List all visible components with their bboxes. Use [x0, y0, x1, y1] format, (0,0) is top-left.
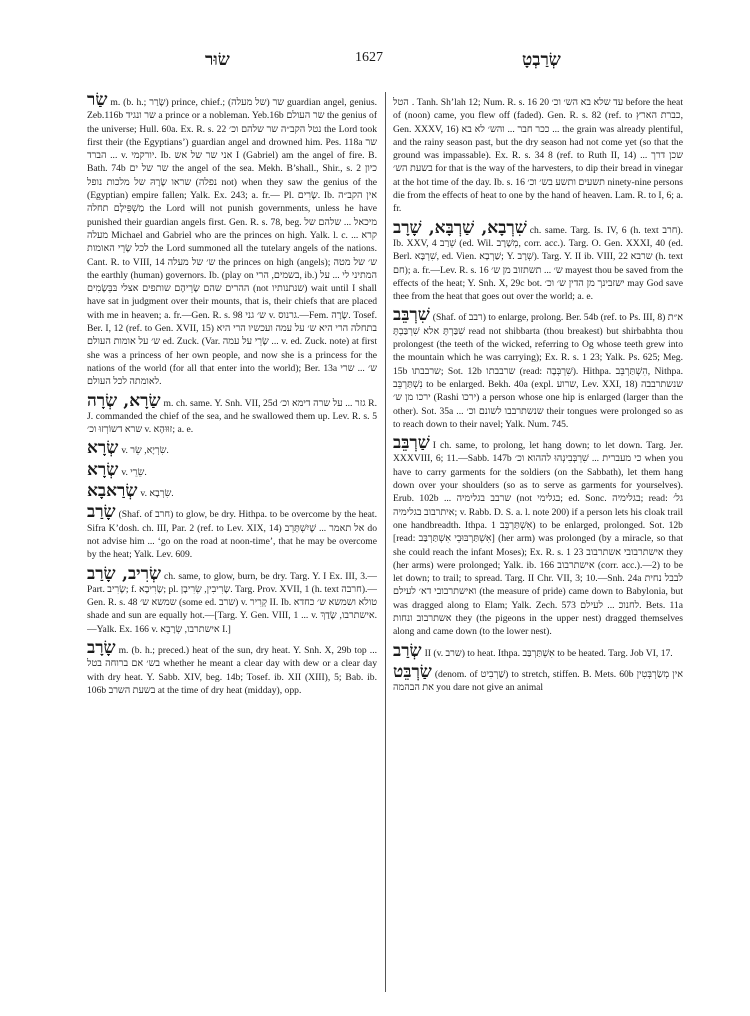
dictionary-entry: [87, 390, 377, 437]
dictionary-entry: [87, 440, 377, 457]
dictionary-entry: [87, 637, 377, 697]
right-column: [393, 92, 683, 992]
entry-definition: (Shaf. of חרב) to glow, be dry. Hithpa. to be overcome by the heat. Sifra K’dosh. ch. III, Par. 2 (ref. to Lev. XIX, 14) אל תאמר ... שֶׁיִשְׁתָּרֵב do not advise him ... ‘go on the road at noon-time’, that he may be overcome by the heat; Yalk. Lev. 609.: [87, 509, 377, 561]
entry-definition: II (v. שרב) to heat. Ithpa. אִשְׁתַּרְבַּב to be heated. Targ. Job VI, 17.: [424, 647, 673, 659]
entry-definition: m. ch. same. Y. Snh. VII, 25d גזר ... על שרה דימא וכ׳ R. J. commanded the chief of the sea, and he swallowed them up. Lev. R. s. 5 שרא דשוֹרְזוּ וכ׳ v. זוּוּהָא; a. e.: [87, 397, 377, 436]
entry-headword: שַׂר: [87, 92, 108, 110]
entry-headword: שַׂרְבֵּט: [393, 661, 432, 682]
entry-headword: שָׂרָב: [87, 637, 116, 658]
running-head-left: שׂוּר: [205, 50, 230, 70]
entry-definition: הטל. Tanh. Sh’lah 12; Num. R. s. 16 20 עד שלא בא הש׳ וכ׳ before the heat of (noon) came, you flew off (faded). Gen. R. s. 82 (ref. to כברת הארץ, Gen. XXXV, 16) ככר חבר ... והש׳ לא בא ... the grain was already plentiful, and the rainy season past, but the dry season had not come yet (so that the ground was impassable). Ex. R. s. 34 8 (ref. to Ruth II, 14) שכן דרך ... בשעת הש׳ for that is the way of the harvesters, to dip their bread in vinegar at the hot time of the day. Ib. s. 16 תשעים ותשע בש׳ וכ׳ ninety-nine persons die from the effects of heat to one by the hand of heaven. Lam. R. to I, 6; a. fr.: [393, 97, 683, 215]
page-number: 1627: [355, 50, 383, 65]
dictionary-entry: [393, 640, 683, 661]
entry-definition: m. (b. h.; שָׂרַר) prince, chief.; (של מעלה) שר guardian angel, genius. Zeb.116b שר ונגיד a prince or a nobleman. Yeb.16b שר העולם the genius of the universe; Hull. 60a. Ex. R. s. 22 נטל הקב״ה שר שלהם וכ׳ the Lord took first their (the Egyptians’) guardian angel and drowned him. Pes. 118a שר הברד ... v. יורקמי. Ib. אני שר של אש I (Gabriel) am the angel of fire. B. Bath. 74b שר של ים the angel of the sea. Mekh. B’shall., Shir., s. 2 כיון שראו שָׂרָהּ של מלכות נופל (נפלה not) when they saw the genius of the (Egyptian) empire fallen; Yalk. Ex. 243; a. fr.— Pl. שָׂרִים. Ib. אין הקב״ה מַשְׁפִּילָם תחלה the Lord will not punish governments, unless he have punished their guardian angels first. Gen. R. s. 78, beg. מיכאל ... שלהם של מעלה Michael and Gabriel who are the princes on high. Yalk. l. c. קרא ... לכל שָׂרֵי האומות the Lord summoned all the tutelary angels of the nations. Cant. R. to VIII, 14 ש׳ של מעלה the princes on high (angels); ש׳ של מטה the earthly (human) governors. Ib. (play on בשמים, הרי, ib.) המתיני לי ... על ההרים שהם שָׂרֵיהֶם שותפים אצלי בּבְּשָׂמִים (not שנתנותיו) wait until I shall have sat in judgment over their mounts, that is, their chiefs that are placed with me in heaven; a. fr.—Gen. R. s. 98 ש׳ גני v. גרנוס.—Fem. שָׂרָה. Tosef. Ber. I, 12 (ref. to Gen. XVII, 15) בתחלה הרי היא ש׳ על עמה ועכשיו הרי היא ש׳ על אומות העולם ed. Zuck. (Var. שָׂרֵי על עמה ... v. ed. Zuck. note) at first she was a princess of her own people, and now she is a princess for the nations of the world (for all that enter into the world); Ber. 13a ש׳ ... שרי לאומתה לכל העולם.: [87, 97, 377, 388]
entry-definition: (denom. of שַׁרְבִיט) to stretch, stiffen. B. Mets. 60b אין מְשַׂרְבְּטִין את הבהמה you dare not give an animal: [393, 668, 683, 694]
entry-definition: m. (b. h.; preced.) heat of the sun, dry heat. Y. Snh. X, 29b top ... בש׳ אם ברוחה בטל whether he meant a clear day with dew or a clear day with dry heat. Y. Sabb. XIV, beg. 14b; Tosef. ib. XII (XIII), 5; Bab. ib. 106b בשעת השרב at the time of dry heat (midday), opp.: [87, 644, 377, 696]
page-header: [0, 50, 750, 72]
entry-headword: שְׂרָא: [87, 438, 119, 459]
dictionary-entry: [393, 307, 683, 431]
dictionary-entry: [87, 563, 377, 636]
entry-headword: שְׂרִיב, שָׂרַב: [87, 563, 161, 584]
entry-definition: ch. same, to glow, burn, be dry. Targ. Y. I Ex. III, 3.—Part. שָׂרִיב; f. שָׂרִיבָא; pl. שָׂרִיבִין, שְׂרִיבָן. Targ. Prov. XVII, 1 (h. text חרבה).—Gen. R. s. 48 שמשא ש׳ (some ed. שרב) v. קְרִיר II. Ib. טולא ושמשא ש׳ כחדא shade and sun are equally hot.—[Targ. Y. Gen. VIII, 1 ... v. אישתרבו, שָׂדַךְ.—Yalk. Ex. 166 v. אישתרבו, שְׂרָבֵא I.]: [87, 570, 377, 635]
dictionary-entry: [393, 435, 683, 638]
entry-headword: שְׂרָא: [87, 459, 119, 480]
entry-definition: v. שִׂרְיָא, שֵׂר.: [121, 445, 169, 457]
entry-definition: (Shaf. of רבב) to enlarge, prolong. Ber. 54b (ref. to Ps. III, 8) א״ת שִׁבַּרְתָּ אלא שִׁרְבַּבְתָּ read not shibbarta (thou breakest) but shirbabhta thou prolongest (the teeth of the wicked, referring to Og whose teeth grew into the mountain which he was carrying); Ex. R. s. 1 23; Yalk. Ps. 625; Meg. 15b שרבבתו; Sot. 12b שרבבתו (read: שִׁרְבְּבָה). Hithpa. הִשְׁתַּרְבֵּב, Nithpa. נִשְׁתַּרְבֵּב to be enlarged. Bekh. 40a (expl. שרוע, Lev. XXI, 18) שנשתרבבה ירכו מן ש׳ (Rashi ירכו) a person whose one hip is enlarged (larger than the other). Sot. 35a ... שנשתרבבו לשונם וכ׳ their tongues were prolonged so as to reach down to their navel; Yalk. Num. 745.: [393, 312, 683, 430]
entry-headword: שְׂרַאבָא: [87, 481, 138, 502]
dictionary-entry: [393, 217, 683, 304]
dictionary-entry: [87, 504, 377, 561]
dictionary-entry: [87, 459, 377, 480]
entry-definition: I ch. same, to prolong, let hang down; to let down. Targ. Jer. XXXVIII, 6; 11.—Sabb. 147b כי מעברית ... שִׁרְבְּבִינְהוּ לההוא וכ׳ when you have to carry garments for the soldiers (on the Sabbath), let them hang down over your shoulders (so as to serve as garments for yourselves). Erub. 102b ... שרבב בגלימיה (not בגלימי; ed. Sonc. בגלימיה; read: גל׳ איתרבוב בגלימיה; v. Rabb. D. S. a. l. note 200) if a person lets his cloak trail one handbreadth. Ithpa. אִשְׁתַּרְבֵּב 1) to be enlarged, prolonged. Sot. 12b [read: אִשְׁתַּרְבּוּבֵי אִשְׁתַּרְבַּב] (her arm) was prolonged (by a miracle, so that she could reach the infant Moses); Ex. R. s. 1 23 אישתרבובי אשתרבוב they (her arms) were prolonged; Yalk. ib. 166 אישתרבוב (corr. acc.).—2) to be let down; to trail; to spread. Targ. II Chr. VII, 3; 10.—Snh. 24a לבבל נחית ואישתרבובי דא׳ לעילם (the measure of pride) came down to Babylonia, but was dragged along to Elam; Yalk. Zech. 573 לחנוכ ... לעילם. Bets. 11a אשתרבוב ונחות they (the pigeons in the upper nest) dragged themselves along and came down (to the lower nest).: [393, 440, 683, 638]
entry-headword: שְׂרַב: [393, 640, 422, 661]
entry-headword: שַׂרָא, שְׂרָה: [87, 390, 161, 411]
entry-headword: שִׁרְבָא, שַׁרְבָּא, שָׁרָב: [393, 217, 527, 238]
entry-definition: v. שִׂרְבָא.: [140, 488, 174, 500]
running-head-right: שְׂרַבְטָ: [522, 50, 561, 70]
entry-headword: שִׁרְבֵּב: [393, 305, 430, 326]
dictionary-entry: [393, 661, 683, 695]
dictionary-entry: [393, 92, 683, 216]
column-divider: [385, 92, 386, 992]
dictionary-entry: [87, 92, 377, 389]
left-column: [87, 92, 377, 992]
entry-definition: ch. same. Targ. Is. IV, 6 (h. text חרב). Ib. XXV, 4 שְׁרַב (ed. Wil. מְשָׁרָב, corr. acc.). Targ. O. Gen. XXXI, 40 (ed. Berl. שִׁרְבָּא, ed. Vien. שַׁרְבָא; Y. שְׁרָב). Targ. Y. II ib. VIII, 22 שרבא (h. text חם); a. fr.—Lev. R. s. 16 ש׳ ... תשתזוב מן ש׳ mayest thou be saved from the effects of the heat; Y. Snh. X, 29c bot. ישזבינך מן הדין ש׳ וכ׳ may God save thee from the heat that goes out over the world; a. e.: [393, 224, 683, 303]
dictionary-entry: [87, 483, 377, 500]
entry-headword: שַׁרְבֵּב: [393, 433, 430, 454]
entry-definition: v. שֵׂרֵי.: [121, 466, 147, 478]
entry-headword: שָׂרַב: [87, 502, 116, 523]
